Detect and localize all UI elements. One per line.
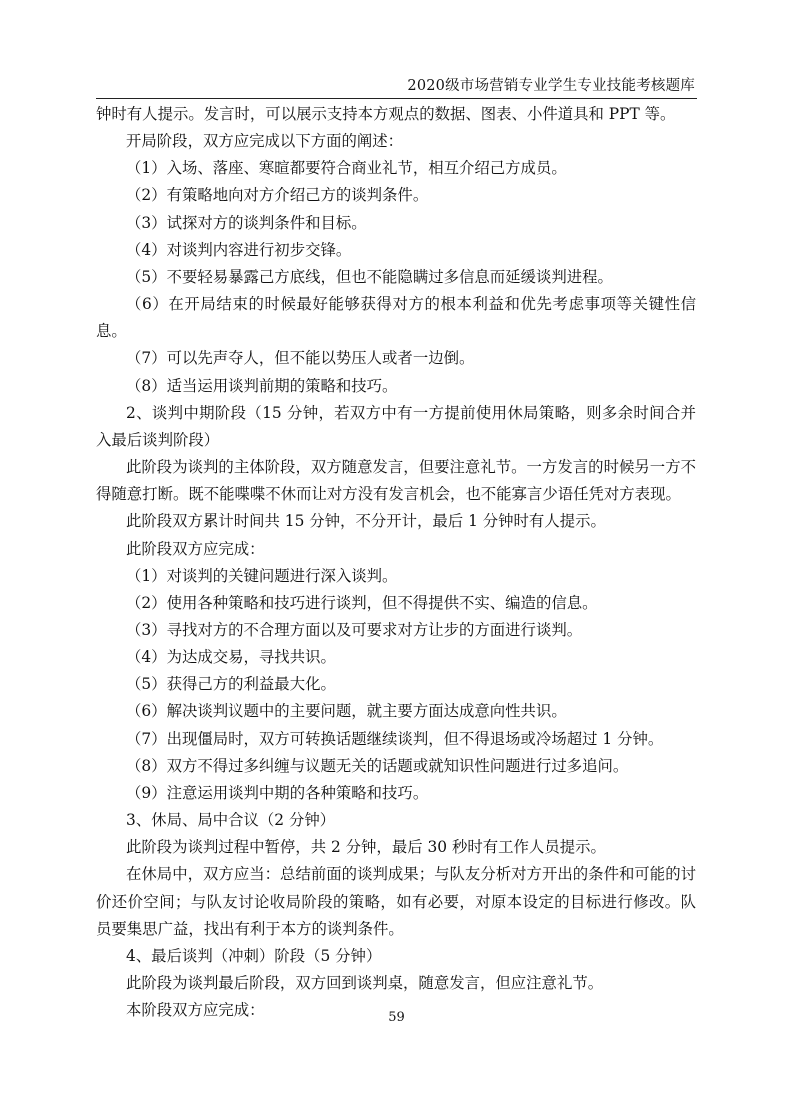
paragraph: 此阶段双方累计时间共 15 分钟，不分开计，最后 1 分钟时有人提示。 [126,512,606,531]
list-item: （1）对谈判的关键问题进行深入谈判。 [126,566,398,585]
list-item: （2）有策略地向对方介绍己方的谈判条件。 [126,186,429,205]
paragraph: 3、休局、局中合议（2 分钟） [126,811,336,830]
paragraph: 4、最后谈判（冲刺）阶段（5 分钟） [126,946,382,965]
list-item: （5）不要轻易暴露己方底线，但也不能隐瞒过多信息而延缓谈判进程。 [126,267,613,286]
list-item: （8）双方不得过多纠缠与议题无关的话题或就知识性问题进行过多追问。 [126,756,629,775]
document-body [96,101,696,1024]
list-item: （3）寻找对方的不合理方面以及可要求对方让步的方面进行谈判。 [126,620,583,639]
list-item: （8）适当运用谈判前期的策略和技巧。 [126,376,398,395]
paragraph: 此阶段双方应完成： [126,539,265,558]
list-item: （6）解决谈判议题中的主要问题，就主要方面达成意向性共识。 [126,702,567,721]
list-item: （2）使用各种策略和技巧进行谈判，但不得提供不实、编造的信息。 [126,593,598,612]
paragraph: 此阶段为谈判的主体阶段，双方随意发言，但要注意礼节。一方发言的时候另一方不得随意打断。既不能喋喋不休而让对方没有发言机会，也不能寡言少语任凭对方表现。 [96,458,696,504]
list-item: （4）为达成交易，寻找共识。 [126,648,336,667]
list-item: （3）试探对方的谈判条件和目标。 [126,213,367,232]
page-header: 2020级市场营销专业学生专业技能考核题库 [407,78,695,94]
list-item: （9）注意运用谈判中期的各种策略和技巧。 [126,783,429,802]
paragraph: 开局阶段，双方应完成以下方面的阐述： [126,132,404,151]
page-number: 59 [388,1010,405,1025]
list-item: （7）可以先声夺人，但不能以势压人或者一边倒。 [126,349,475,368]
header-rule [96,98,697,99]
list-item: （1）入场、落座、寒暄都要符合商业礼节，相互介绍己方成员。 [126,159,567,178]
paragraph: 2、谈判中期阶段（15 分钟，若双方中有一方提前使用休局策略，则多余时间合并入最后谈判阶段） [96,403,696,449]
paragraph: 本阶段双方应完成： [126,1001,265,1020]
list-item: （4）对谈判内容进行初步交锋。 [126,240,352,259]
paragraph: 此阶段为谈判最后阶段，双方回到谈判桌，随意发言，但应注意礼节。 [126,974,604,992]
paragraph: 钟时有人提示。发言时，可以展示支持本方观点的数据、图表、小件道具和 PPT 等。 [96,105,676,123]
list-item: （7）出现僵局时，双方可转换话题继续谈判，但不得退场或冷场超过 1 分钟。 [126,729,664,748]
paragraph: 此阶段为谈判过程中暂停，共 2 分钟，最后 30 秒时有工作人员提示。 [126,838,606,857]
paragraph: 在休局中，双方应当：总结前面的谈判成果；与队友分析对方开出的条件和可能的讨价还价空间；与队友讨论收局阶段的策略，如有必要，对原本设定的目标进行修改。队员要集思广益，找出有利于本方的谈判条件。 [96,865,696,938]
list-item: （5）获得己方的利益最大化。 [126,675,336,694]
paragraph: （6）在开局结束的时候最好能够获得对方的根本利益和优先考虑事项等关键性信息。 [96,295,696,341]
